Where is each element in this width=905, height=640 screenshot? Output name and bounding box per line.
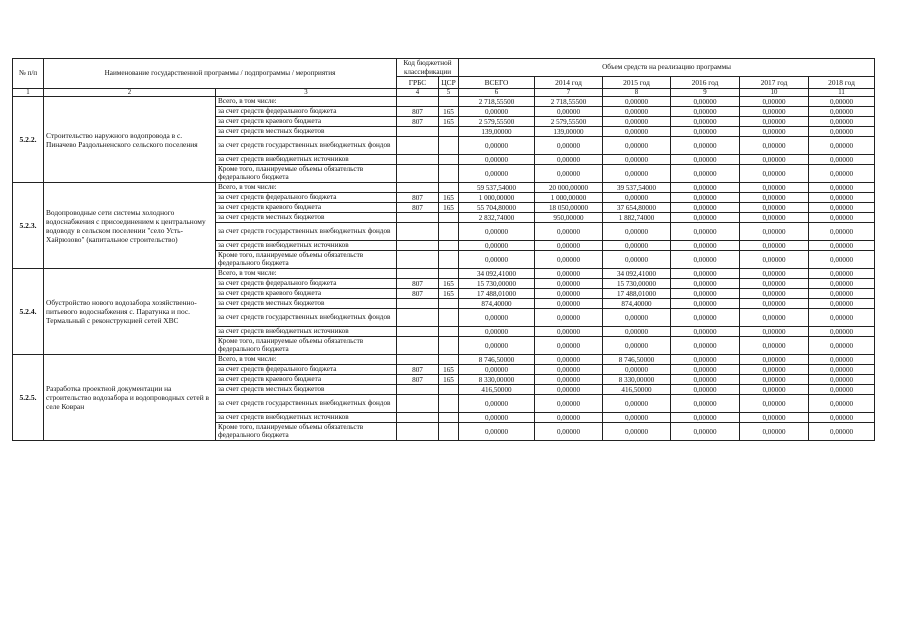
year-amount: 0,00000 <box>740 365 809 375</box>
year-amount: 0,00000 <box>740 127 809 137</box>
year-amount: 874,40000 <box>603 299 671 309</box>
year-amount: 0,00000 <box>535 423 603 441</box>
year-amount: 0,00000 <box>671 165 740 183</box>
table-row <box>13 269 875 279</box>
section-name: Разработка проектной документации на строительство водозабора и водопроводных сетей в селе Ковран <box>44 355 216 441</box>
section-number: 5.2.4. <box>13 269 44 355</box>
year-amount: 0,00000 <box>535 299 603 309</box>
year-amount: 0,00000 <box>740 241 809 251</box>
funding-source-label: Кроме того, планируемые объемы обязательств федерального бюджета <box>216 423 397 441</box>
year-amount: 0,00000 <box>535 395 603 413</box>
year-amount: 0,00000 <box>535 165 603 183</box>
year-amount: 0,00000 <box>603 327 671 337</box>
csr-code <box>439 385 459 395</box>
section-number: 5.2.5. <box>13 355 44 441</box>
funding-source-label: Кроме того, планируемые объемы обязательств федерального бюджета <box>216 165 397 183</box>
year-amount: 0,00000 <box>809 337 875 355</box>
year-amount: 0,00000 <box>671 213 740 223</box>
year-amount: 0,00000 <box>671 155 740 165</box>
header-grbs: ГРБС <box>397 77 439 89</box>
funding-source-label: за счет средств краевого бюджета <box>216 117 397 127</box>
year-amount: 0,00000 <box>535 251 603 269</box>
grbs-code: 807 <box>397 107 439 117</box>
year-amount: 1 882,74000 <box>603 213 671 223</box>
funding-source-label: Всего, в том числе: <box>216 183 397 193</box>
grbs-code <box>397 155 439 165</box>
funding-source-label: за счет средств краевого бюджета <box>216 375 397 385</box>
year-amount: 0,00000 <box>671 413 740 423</box>
csr-code <box>439 241 459 251</box>
csr-code <box>439 355 459 365</box>
total-amount: 55 704,80000 <box>459 203 535 213</box>
year-amount: 0,00000 <box>535 279 603 289</box>
year-amount: 950,00000 <box>535 213 603 223</box>
grbs-code <box>397 223 439 241</box>
table-row <box>13 97 875 107</box>
csr-code <box>439 269 459 279</box>
year-amount: 8 746,50000 <box>603 355 671 365</box>
section-name: Строительство наружного водопровода в с. Пиначево Раздольненского сельского поселения <box>44 97 216 183</box>
year-amount: 0,00000 <box>809 97 875 107</box>
year-amount: 0,00000 <box>603 395 671 413</box>
total-amount: 416,50000 <box>459 385 535 395</box>
year-amount: 0,00000 <box>671 203 740 213</box>
year-amount: 0,00000 <box>740 251 809 269</box>
year-amount: 20 000,00000 <box>535 183 603 193</box>
year-amount: 17 488,01000 <box>603 289 671 299</box>
csr-code: 165 <box>439 193 459 203</box>
section-name: Обустройство нового водозабора хозяйственно-питьевого водоснабжения с. Паратунка и пос. Термальный с реконструкцией сетей ХВС <box>44 269 216 355</box>
year-amount: 0,00000 <box>740 413 809 423</box>
funding-source-label: Кроме того, планируемые объемы обязательств федерального бюджета <box>216 251 397 269</box>
year-amount: 0,00000 <box>671 269 740 279</box>
funding-source-label: за счет средств федерального бюджета <box>216 107 397 117</box>
year-amount: 0,00000 <box>671 279 740 289</box>
year-amount: 0,00000 <box>603 423 671 441</box>
csr-code <box>439 413 459 423</box>
csr-code <box>439 155 459 165</box>
table-row <box>13 355 875 365</box>
year-amount: 0,00000 <box>603 97 671 107</box>
grbs-code <box>397 355 439 365</box>
total-amount: 1 000,00000 <box>459 193 535 203</box>
csr-code <box>439 395 459 413</box>
header-csr: ЦСР <box>439 77 459 89</box>
year-amount: 0,00000 <box>809 251 875 269</box>
csr-code <box>439 223 459 241</box>
total-amount: 0,00000 <box>459 223 535 241</box>
year-amount: 0,00000 <box>740 223 809 241</box>
year-amount: 8 330,00000 <box>603 375 671 385</box>
year-amount: 0,00000 <box>740 309 809 327</box>
csr-code: 165 <box>439 279 459 289</box>
year-amount: 0,00000 <box>740 117 809 127</box>
funding-source-label: за счет средств внебюджетных источников <box>216 155 397 165</box>
year-amount: 0,00000 <box>603 165 671 183</box>
total-amount: 2 832,74000 <box>459 213 535 223</box>
year-amount: 18 050,00000 <box>535 203 603 213</box>
year-amount: 0,00000 <box>740 269 809 279</box>
csr-code: 165 <box>439 203 459 213</box>
total-amount: 139,00000 <box>459 127 535 137</box>
funding-source-label: за счет средств местных бюджетов <box>216 299 397 309</box>
section-number: 5.2.3. <box>13 183 44 269</box>
funding-source-label: за счет средств местных бюджетов <box>216 385 397 395</box>
year-amount: 34 092,41000 <box>603 269 671 279</box>
year-amount: 0,00000 <box>809 213 875 223</box>
year-amount: 0,00000 <box>809 375 875 385</box>
year-amount: 0,00000 <box>671 117 740 127</box>
year-amount: 0,00000 <box>809 127 875 137</box>
total-amount: 0,00000 <box>459 251 535 269</box>
grbs-code: 807 <box>397 289 439 299</box>
grbs-code <box>397 97 439 107</box>
year-amount: 0,00000 <box>740 337 809 355</box>
grbs-code: 807 <box>397 203 439 213</box>
year-amount: 0,00000 <box>809 137 875 155</box>
csr-code: 165 <box>439 289 459 299</box>
year-amount: 0,00000 <box>809 223 875 241</box>
total-amount: 2 579,55500 <box>459 117 535 127</box>
grbs-code: 807 <box>397 193 439 203</box>
year-amount: 0,00000 <box>740 355 809 365</box>
year-amount: 0,00000 <box>535 385 603 395</box>
total-amount: 0,00000 <box>459 165 535 183</box>
budget-table <box>12 58 875 441</box>
total-amount: 0,00000 <box>459 423 535 441</box>
year-amount: 0,00000 <box>671 241 740 251</box>
grbs-code <box>397 165 439 183</box>
total-amount: 0,00000 <box>459 395 535 413</box>
year-amount: 0,00000 <box>809 117 875 127</box>
year-amount: 0,00000 <box>535 289 603 299</box>
year-amount: 0,00000 <box>671 337 740 355</box>
year-amount: 0,00000 <box>809 269 875 279</box>
grbs-code <box>397 241 439 251</box>
funding-source-label: за счет средств местных бюджетов <box>216 213 397 223</box>
year-amount: 0,00000 <box>740 385 809 395</box>
grbs-code: 807 <box>397 279 439 289</box>
year-amount: 0,00000 <box>535 365 603 375</box>
year-amount: 0,00000 <box>740 155 809 165</box>
year-amount: 0,00000 <box>603 309 671 327</box>
grbs-code <box>397 309 439 327</box>
year-amount: 0,00000 <box>535 107 603 117</box>
year-amount: 0,00000 <box>535 337 603 355</box>
grbs-code <box>397 413 439 423</box>
year-amount: 0,00000 <box>809 279 875 289</box>
grbs-code: 807 <box>397 375 439 385</box>
csr-code <box>439 299 459 309</box>
total-amount: 0,00000 <box>459 155 535 165</box>
header-code: Код бюджетной классификации <box>397 59 459 77</box>
grbs-code <box>397 299 439 309</box>
year-amount: 0,00000 <box>740 107 809 117</box>
column-number: 6 <box>459 89 535 97</box>
year-amount: 0,00000 <box>740 193 809 203</box>
year-amount: 0,00000 <box>535 413 603 423</box>
section-name: Водопроводные сети системы холодного водоснабжения с присоединением к центральному водоводу в сельском поселении "село Усть-Хайрюзово" (капитальное строительство) <box>44 183 216 269</box>
table-header <box>13 59 875 97</box>
year-amount: 0,00000 <box>671 193 740 203</box>
grbs-code <box>397 385 439 395</box>
grbs-code: 807 <box>397 117 439 127</box>
year-amount: 0,00000 <box>809 107 875 117</box>
header-year: 2016 год <box>671 77 740 89</box>
csr-code <box>439 213 459 223</box>
header-year: 2018 год <box>809 77 875 89</box>
year-amount: 0,00000 <box>671 327 740 337</box>
total-amount: 2 718,55500 <box>459 97 535 107</box>
year-amount: 0,00000 <box>603 413 671 423</box>
csr-code: 165 <box>439 365 459 375</box>
year-amount: 0,00000 <box>740 395 809 413</box>
grbs-code <box>397 337 439 355</box>
header-num: № п/п <box>13 59 44 89</box>
csr-code <box>439 327 459 337</box>
grbs-code <box>397 137 439 155</box>
grbs-code <box>397 213 439 223</box>
csr-code <box>439 423 459 441</box>
csr-code <box>439 165 459 183</box>
year-amount: 0,00000 <box>671 385 740 395</box>
total-amount: 0,00000 <box>459 337 535 355</box>
year-amount: 0,00000 <box>809 413 875 423</box>
funding-source-label: за счет средств внебюджетных источников <box>216 327 397 337</box>
funding-source-label: за счет средств местных бюджетов <box>216 127 397 137</box>
year-amount: 0,00000 <box>809 299 875 309</box>
grbs-code: 807 <box>397 365 439 375</box>
year-amount: 0,00000 <box>535 269 603 279</box>
year-amount: 0,00000 <box>809 193 875 203</box>
year-amount: 0,00000 <box>740 289 809 299</box>
year-amount: 0,00000 <box>809 385 875 395</box>
header-year: 2017 год <box>740 77 809 89</box>
header-volume: Объем средств на реализацию программы <box>459 59 875 77</box>
total-amount: 0,00000 <box>459 241 535 251</box>
funding-source-label: за счет средств внебюджетных источников <box>216 413 397 423</box>
year-amount: 0,00000 <box>535 137 603 155</box>
total-amount: 15 730,00000 <box>459 279 535 289</box>
header-total: ВСЕГО <box>459 77 535 89</box>
year-amount: 0,00000 <box>809 395 875 413</box>
year-amount: 0,00000 <box>671 137 740 155</box>
year-amount: 0,00000 <box>740 97 809 107</box>
year-amount: 0,00000 <box>603 337 671 355</box>
year-amount: 0,00000 <box>740 183 809 193</box>
year-amount: 0,00000 <box>671 289 740 299</box>
year-amount: 0,00000 <box>671 355 740 365</box>
year-amount: 0,00000 <box>671 395 740 413</box>
csr-code <box>439 183 459 193</box>
year-amount: 0,00000 <box>671 423 740 441</box>
column-number: 4 <box>397 89 439 97</box>
year-amount: 0,00000 <box>809 203 875 213</box>
column-number: 9 <box>671 89 740 97</box>
total-amount: 8 746,50000 <box>459 355 535 365</box>
year-amount: 0,00000 <box>671 183 740 193</box>
year-amount: 0,00000 <box>535 241 603 251</box>
column-number: 1 <box>13 89 44 97</box>
year-amount: 0,00000 <box>603 117 671 127</box>
year-amount: 0,00000 <box>809 155 875 165</box>
year-amount: 0,00000 <box>535 327 603 337</box>
budget-table-document <box>12 58 874 441</box>
funding-source-label: Всего, в том числе: <box>216 269 397 279</box>
year-amount: 0,00000 <box>535 355 603 365</box>
grbs-code <box>397 183 439 193</box>
funding-source-label: Всего, в том числе: <box>216 97 397 107</box>
funding-source-label: за счет средств государственных внебюджетных фондов <box>216 137 397 155</box>
header-year: 2015 год <box>603 77 671 89</box>
column-number: 3 <box>216 89 397 97</box>
year-amount: 2 579,55500 <box>535 117 603 127</box>
year-amount: 0,00000 <box>603 193 671 203</box>
funding-source-label: за счет средств федерального бюджета <box>216 279 397 289</box>
total-amount: 8 330,00000 <box>459 375 535 385</box>
funding-source-label: за счет средств государственных внебюджетных фондов <box>216 395 397 413</box>
year-amount: 0,00000 <box>535 155 603 165</box>
year-amount: 0,00000 <box>740 203 809 213</box>
year-amount: 0,00000 <box>603 107 671 117</box>
total-amount: 0,00000 <box>459 413 535 423</box>
column-number: 7 <box>535 89 603 97</box>
funding-source-label: за счет средств краевого бюджета <box>216 203 397 213</box>
year-amount: 0,00000 <box>671 251 740 269</box>
table-body <box>13 97 875 441</box>
year-amount: 0,00000 <box>671 375 740 385</box>
funding-source-label: за счет средств федерального бюджета <box>216 365 397 375</box>
year-amount: 0,00000 <box>603 365 671 375</box>
year-amount: 2 718,55500 <box>535 97 603 107</box>
csr-code <box>439 251 459 269</box>
year-amount: 0,00000 <box>671 309 740 327</box>
year-amount: 37 654,80000 <box>603 203 671 213</box>
year-amount: 0,00000 <box>740 137 809 155</box>
year-amount: 0,00000 <box>535 223 603 241</box>
funding-source-label: за счет средств государственных внебюджетных фондов <box>216 309 397 327</box>
year-amount: 39 537,54000 <box>603 183 671 193</box>
year-amount: 139,00000 <box>535 127 603 137</box>
funding-source-label: за счет средств внебюджетных источников <box>216 241 397 251</box>
total-amount: 0,00000 <box>459 327 535 337</box>
year-amount: 0,00000 <box>671 223 740 241</box>
year-amount: 416,50000 <box>603 385 671 395</box>
year-amount: 0,00000 <box>671 299 740 309</box>
table-row <box>13 183 875 193</box>
year-amount: 0,00000 <box>740 213 809 223</box>
grbs-code <box>397 269 439 279</box>
year-amount: 0,00000 <box>671 127 740 137</box>
year-amount: 0,00000 <box>809 289 875 299</box>
csr-code <box>439 309 459 327</box>
year-amount: 0,00000 <box>603 137 671 155</box>
grbs-code <box>397 423 439 441</box>
year-amount: 0,00000 <box>809 241 875 251</box>
column-number: 5 <box>439 89 459 97</box>
total-amount: 0,00000 <box>459 107 535 117</box>
year-amount: 1 000,00000 <box>535 193 603 203</box>
year-amount: 0,00000 <box>809 183 875 193</box>
year-amount: 0,00000 <box>740 423 809 441</box>
total-amount: 34 092,41000 <box>459 269 535 279</box>
csr-code: 165 <box>439 117 459 127</box>
funding-source-label: Всего, в том числе: <box>216 355 397 365</box>
year-amount: 0,00000 <box>603 155 671 165</box>
section-number: 5.2.2. <box>13 97 44 183</box>
year-amount: 0,00000 <box>809 309 875 327</box>
csr-code <box>439 137 459 155</box>
column-number: 2 <box>44 89 216 97</box>
total-amount: 0,00000 <box>459 137 535 155</box>
year-amount: 15 730,00000 <box>603 279 671 289</box>
column-number: 11 <box>809 89 875 97</box>
csr-code <box>439 97 459 107</box>
csr-code <box>439 127 459 137</box>
grbs-code <box>397 251 439 269</box>
grbs-code <box>397 127 439 137</box>
grbs-code <box>397 327 439 337</box>
funding-source-label: за счет средств федерального бюджета <box>216 193 397 203</box>
total-amount: 0,00000 <box>459 309 535 327</box>
year-amount: 0,00000 <box>740 279 809 289</box>
year-amount: 0,00000 <box>603 241 671 251</box>
year-amount: 0,00000 <box>740 375 809 385</box>
year-amount: 0,00000 <box>809 355 875 365</box>
year-amount: 0,00000 <box>535 309 603 327</box>
year-amount: 0,00000 <box>603 223 671 241</box>
year-amount: 0,00000 <box>809 327 875 337</box>
csr-code <box>439 337 459 355</box>
year-amount: 0,00000 <box>809 165 875 183</box>
grbs-code <box>397 395 439 413</box>
year-amount: 0,00000 <box>603 127 671 137</box>
csr-code: 165 <box>439 107 459 117</box>
year-amount: 0,00000 <box>603 251 671 269</box>
year-amount: 0,00000 <box>740 327 809 337</box>
year-amount: 0,00000 <box>671 365 740 375</box>
funding-source-label: за счет средств краевого бюджета <box>216 289 397 299</box>
column-number: 8 <box>603 89 671 97</box>
funding-source-label: Кроме того, планируемые объемы обязательств федерального бюджета <box>216 337 397 355</box>
total-amount: 874,40000 <box>459 299 535 309</box>
header-year: 2014 год <box>535 77 603 89</box>
year-amount: 0,00000 <box>809 423 875 441</box>
year-amount: 0,00000 <box>740 165 809 183</box>
funding-source-label: за счет средств государственных внебюджетных фондов <box>216 223 397 241</box>
total-amount: 59 537,54000 <box>459 183 535 193</box>
year-amount: 0,00000 <box>671 97 740 107</box>
csr-code: 165 <box>439 375 459 385</box>
year-amount: 0,00000 <box>671 107 740 117</box>
total-amount: 17 488,01000 <box>459 289 535 299</box>
year-amount: 0,00000 <box>535 375 603 385</box>
column-number: 10 <box>740 89 809 97</box>
total-amount: 0,00000 <box>459 365 535 375</box>
header-name: Наименование государственной программы / подпрограммы / мероприятия <box>44 59 397 89</box>
year-amount: 0,00000 <box>809 365 875 375</box>
year-amount: 0,00000 <box>740 299 809 309</box>
